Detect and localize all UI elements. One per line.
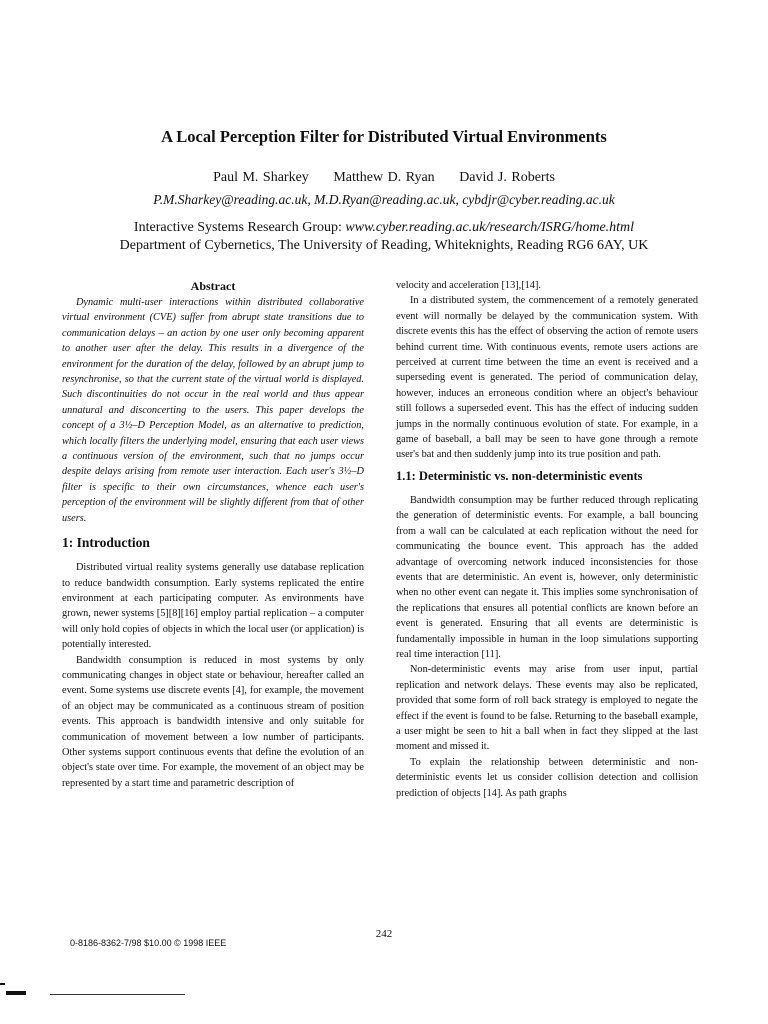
section-heading-deterministic: 1.1: Deterministic vs. non-deterministic events [396,468,643,483]
page-number: 242 [375,928,393,940]
author-name: Paul M. Sharkey [213,170,309,185]
author-list [0,170,768,186]
copyright-notice: 0-8186-8362-7/98 $10.00 © 1998 IEEE [70,938,227,948]
left-column [62,278,364,791]
paragraph: Bandwidth consumption may be further reduced through replicating the generation of deterministic events. For example, a ball bouncing from a wall can be calculated at each replication without the need for communicating the bounce event. This approach has the added advantage of overcoming network induced inconsistencies for those events that are deterministic. An event is, however, only deterministic when no other event can negate it. This implies some synchronisation of the replications that ensures all potential conflicts are known before an event is generated. Ensuring that all events are deterministic is fundamentally impossible in human in the loop simulations supporting real time interaction [11]. [396,494,698,660]
paragraph: velocity and acceleration [13],[14]. [396,280,541,291]
paragraph: Bandwidth consumption is reduced in most systems by only communicating changes in object state or behaviour, hereafter called an event. Some systems use discrete events [4], for example, the movement of an object may be communicated as a continuous stream of position events. This approach is bandwidth intensive and only suitable for communication of movement between a low number of participants. Other systems support continuous events that define the evolution of an object's state over time. For example, the movement of an object may be represented by a start time and parametric description of [62,654,364,789]
author-emails: P.M.Sharkey@reading.ac.uk, M.D.Ryan@reading.ac.uk, cybdjr@cyber.reading.ac.uk [153,192,615,207]
department: Department of Cybernetics, The University of Reading, Whiteknights, Reading RG6 6AY, UK [119,238,649,253]
paragraph: Non-deterministic events may arise from user input, partial replication and network delays. These events may also be replicated, provided that some form of roll back strategy is employed to negate the effect if the event is found to be false. Returning to the baseball example, a user might be seen to hit a ball when in fact they slipped at the last moment and missed it. [396,664,698,753]
abstract-heading: Abstract [190,279,236,293]
paragraph: In a distributed system, the commencement of a remotely generated event will normally be delayed by the communication system. With discrete events this has the effect of observing the action of remote users behind current time. With continuous events, remote users actions are perceived at current time between the time an event is received and a superseding event is generated. The period of communication delay, however, induces an erroneous condition where an object's behaviour still follows a superseded event. This has the effect of inducing sudden jumps in the normally continuous evolution of state. For example, in a game of baseball, a ball may be seen to have gone through a remote user's bat and then suddenly jump into its true position and path. [396,295,698,461]
footnote-rule [50,994,185,995]
affiliation-group: Interactive Systems Research Group: [133,220,346,235]
paper-title: A Local Perception Filter for Distributed Virtual Environments [161,127,607,146]
abstract-text: Dynamic multi-user interactions within distributed collaborative virtual environment (CVE) suffer from abrupt state transitions due to communication delays – an action by one user only becoming apparent to another user after the delay. This results in a divergence of the environment for the duration of the delay, followed by an abrupt jump to resynchronise, so that the current state of the virtual world is displayed. Such discontinuities do not occur in the real world and thus appear unnatural and disconcerting to the users. This paper develops the concept of a 3½–D Perception Model, as an alternative to prediction, which locally filters the underlying model, ensuring that each user views a continuous version of the environment, such that no jumps occur despite delays arising from remote user interaction. Each user's 3½–D filter is specific to their own circumstances, whence each user's perception of the environment will be slightly different from that of other users. [62,297,364,524]
scan-mark [0,983,5,985]
scan-mark [6,991,26,995]
author-name: Matthew D. Ryan [333,170,435,185]
section-heading-introduction: 1: Introduction [62,535,150,551]
paragraph: Distributed virtual reality systems generally use database replication to reduce bandwidth consumption. Early systems replicated the entire environment at each participating computer. As environments have grown, newer systems [5][8][16] employ partial replication – a computer will only hold copies of objects in which the local user (or application) is potentially interested. [62,562,364,651]
paragraph: To explain the relationship between deterministic and non-deterministic events let us consider collision detection and collision prediction of objects [14]. As path graphs [396,756,698,799]
affiliation-url: www.cyber.reading.ac.uk/research/ISRG/home.html [345,220,635,235]
right-column [396,278,698,801]
affiliation [0,220,768,236]
author-name: David J. Roberts [459,170,555,185]
